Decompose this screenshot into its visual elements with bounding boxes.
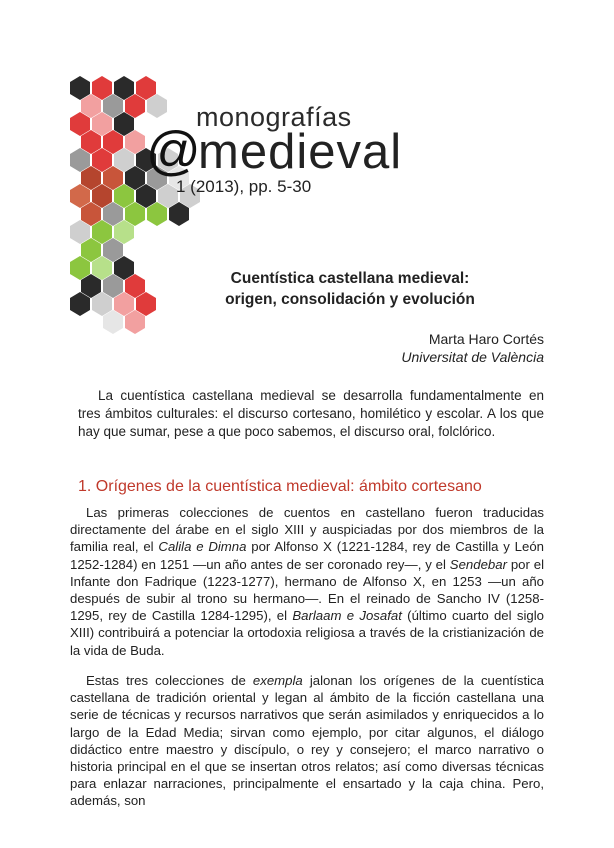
article-title-line2: origen, consolidación y evolución <box>225 291 475 308</box>
abstract: La cuentística castellana medieval se desarrolla fundamentalmente en tres ámbitos culturales: el discurso cortesano, homilético y escolar. A los que hay que sumar, pese a que poco sabemos, el discurso oral, folclórico. <box>78 388 544 439</box>
journal-name-main: medieval <box>198 125 403 179</box>
article-title-line1: Cuentística castellana medieval: <box>230 270 470 287</box>
article-author: Marta Haro Cortés <box>428 331 544 347</box>
section-heading: 1. Orígenes de la cuentística medieval: ámbito cortesano <box>78 478 482 495</box>
body-paragraph-2: Estas tres colecciones de exempla jalonan los orígenes de la cuentística castellana de tradición oriental y legan al ámbito de la ficción castellana una serie de técnicas y recursos narrativos que serán asimilados y enriquecidos a lo largo de la Edad Media; sirvan como ejemplo, por citar algunos, el diálogo didáctico entre maestro y discípulo, o rey y consejero; el marco narrativo o historia principal en el que se insertan otros relatos; así como diversas técnicas para enlazar narraciones, principalmente el ensartado y la caja china. Pero, además, son <box>70 673 544 809</box>
body-paragraph-1: Las primeras colecciones de cuentos en castellano fueron traducidas directamente del árabe en el siglo XIII y auspiciadas por dos miembros de la familia real, el Calila e Dimna por Alfonso X (1221-1284, rey de Castilla y León 1252-1284) en 1251 —un año antes de ser coronado rey—, y el Sendebar por el Infante don Fadrique (1223-1277), hermano de Alfonso X, en 1253 —un año después de subir al trono su hermano—. En el reinado de Sancho IV (1258-1295, rey de Castilla 1284-1295), el Barlaam e Josafat (último cuarto del siglo XIII) contribuirá a potenciar la ortodoxia religiosa a través de la cristianización de la vida de Buda. <box>70 505 545 658</box>
journal-at-symbol: @ <box>146 121 201 181</box>
journal-issue: 1 (2013), pp. 5-30 <box>176 177 312 196</box>
article-affiliation: Universitat de València <box>401 349 544 365</box>
journal-name-top: monografías <box>196 102 352 132</box>
